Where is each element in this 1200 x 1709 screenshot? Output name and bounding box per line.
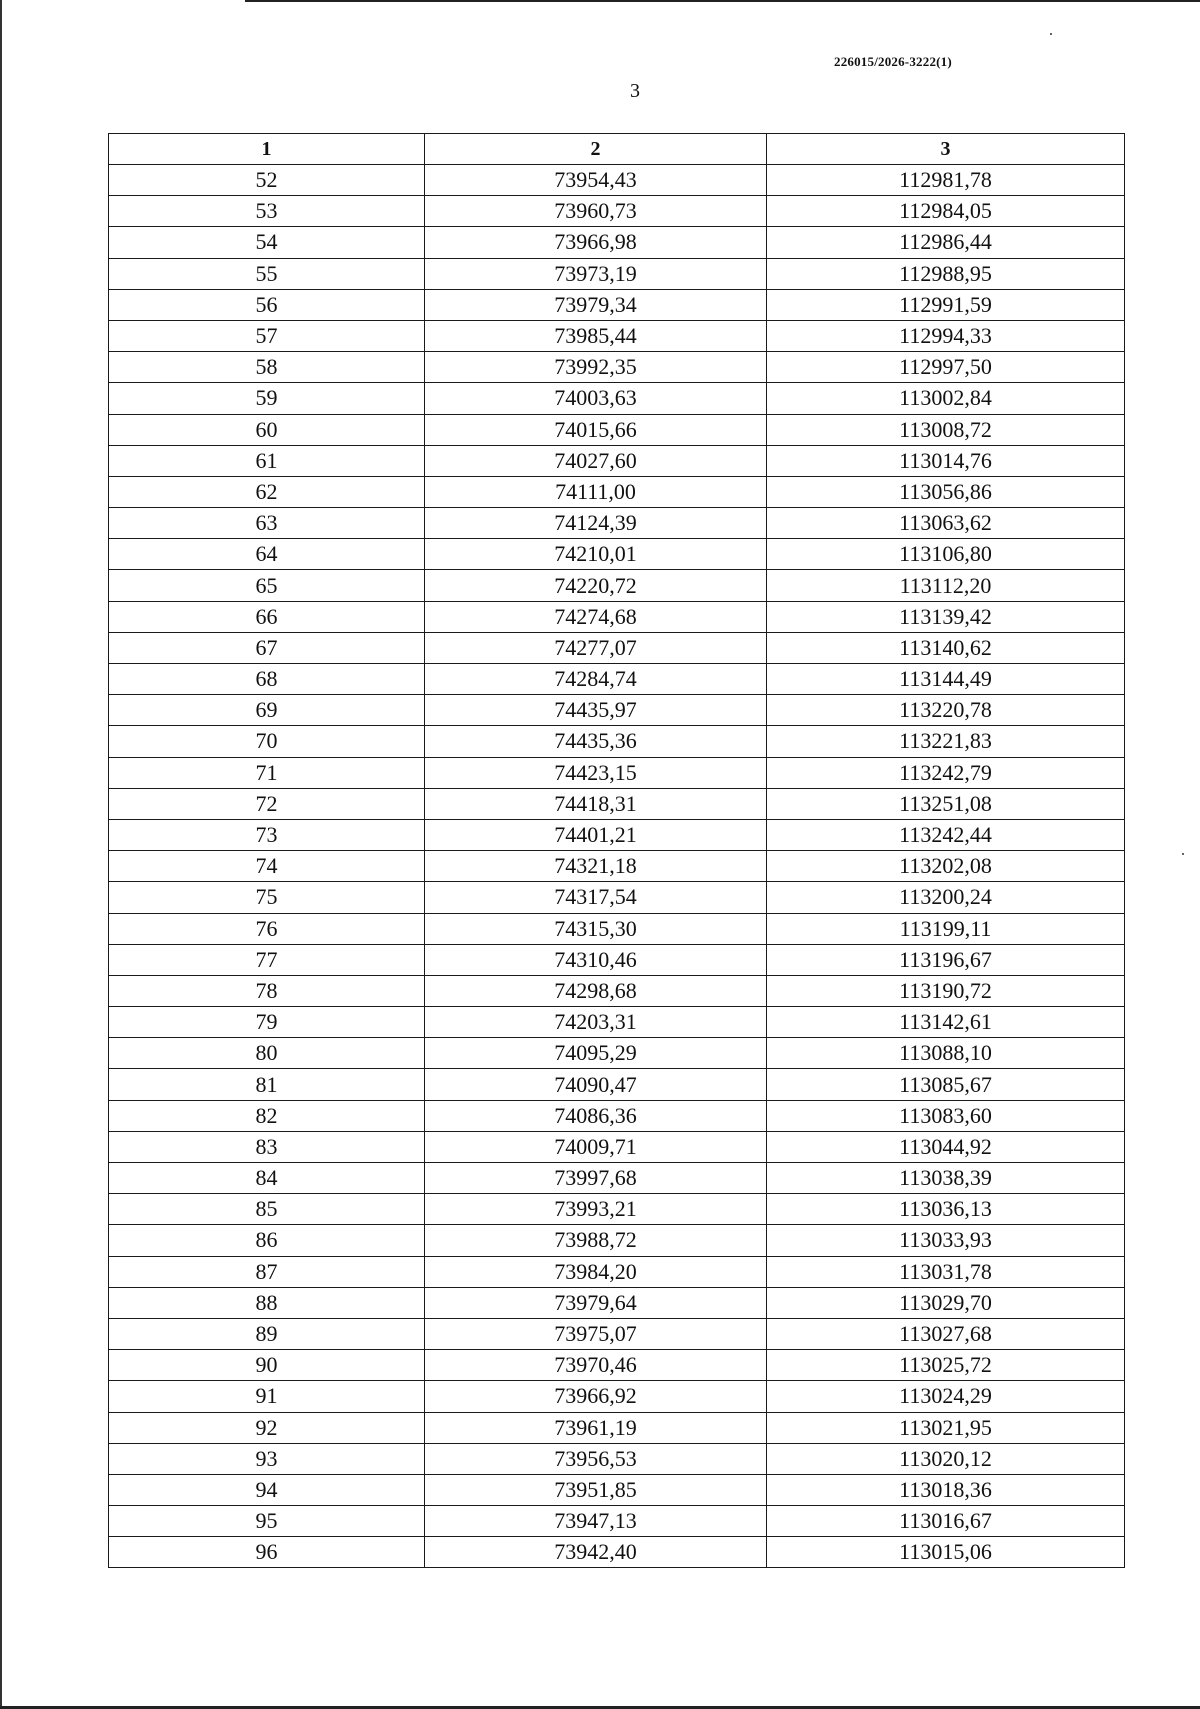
x-coordinate-cell: 73993,21: [425, 1194, 767, 1225]
x-coordinate-cell: 74111,00: [425, 476, 767, 507]
x-coordinate-cell: 73997,68: [425, 1163, 767, 1194]
table-row: [109, 476, 1125, 507]
x-coordinate-cell: 73942,40: [425, 1537, 767, 1568]
point-number-cell: 75: [109, 882, 425, 913]
x-coordinate-cell: 73973,19: [425, 258, 767, 289]
table-row: [109, 196, 1125, 227]
y-coordinate-cell: 113242,44: [767, 819, 1125, 850]
table-row: [109, 1038, 1125, 1069]
point-number-cell: 61: [109, 445, 425, 476]
column-header-1: 1: [109, 134, 425, 165]
point-number-cell: 80: [109, 1038, 425, 1069]
y-coordinate-cell: 113088,10: [767, 1038, 1125, 1069]
y-coordinate-cell: 113014,76: [767, 445, 1125, 476]
column-header-3: 3: [767, 134, 1125, 165]
y-coordinate-cell: 113196,67: [767, 944, 1125, 975]
point-number-cell: 53: [109, 196, 425, 227]
x-coordinate-cell: 74086,36: [425, 1100, 767, 1131]
y-coordinate-cell: 113242,79: [767, 757, 1125, 788]
y-coordinate-cell: 113038,39: [767, 1163, 1125, 1194]
scan-speck: [1050, 33, 1052, 35]
table-row: [109, 1381, 1125, 1412]
x-coordinate-cell: 73985,44: [425, 320, 767, 351]
x-coordinate-cell: 73960,73: [425, 196, 767, 227]
table-row: [109, 1474, 1125, 1505]
y-coordinate-cell: 113251,08: [767, 788, 1125, 819]
table-row: [109, 1350, 1125, 1381]
scan-edge-left: [0, 0, 2, 1709]
y-coordinate-cell: 113029,70: [767, 1287, 1125, 1318]
point-number-cell: 84: [109, 1163, 425, 1194]
point-number-cell: 57: [109, 320, 425, 351]
y-coordinate-cell: 112984,05: [767, 196, 1125, 227]
table-row: [109, 913, 1125, 944]
page-number: 3: [630, 80, 640, 102]
table-row: [109, 882, 1125, 913]
y-coordinate-cell: 113020,12: [767, 1443, 1125, 1474]
y-coordinate-cell: 113044,92: [767, 1131, 1125, 1162]
point-number-cell: 72: [109, 788, 425, 819]
table-row: [109, 289, 1125, 320]
x-coordinate-cell: 74310,46: [425, 944, 767, 975]
table-row: [109, 414, 1125, 445]
x-coordinate-cell: 74027,60: [425, 445, 767, 476]
point-number-cell: 64: [109, 539, 425, 570]
y-coordinate-cell: 113036,13: [767, 1194, 1125, 1225]
table-row: [109, 1163, 1125, 1194]
table-row: [109, 788, 1125, 819]
table-row: [109, 1443, 1125, 1474]
table-row: [109, 352, 1125, 383]
point-number-cell: 55: [109, 258, 425, 289]
point-number-cell: 69: [109, 695, 425, 726]
point-number-cell: 88: [109, 1287, 425, 1318]
table-row: [109, 258, 1125, 289]
header-row: [109, 134, 1125, 165]
x-coordinate-cell: 73956,53: [425, 1443, 767, 1474]
y-coordinate-cell: 113112,20: [767, 570, 1125, 601]
table-row: [109, 1100, 1125, 1131]
y-coordinate-cell: 113024,29: [767, 1381, 1125, 1412]
table-row: [109, 726, 1125, 757]
y-coordinate-cell: 113018,36: [767, 1474, 1125, 1505]
y-coordinate-cell: 113027,68: [767, 1318, 1125, 1349]
point-number-cell: 70: [109, 726, 425, 757]
x-coordinate-cell: 74298,68: [425, 975, 767, 1006]
document-reference: 226015/2026-3222(1): [834, 54, 952, 69]
y-coordinate-cell: 113106,80: [767, 539, 1125, 570]
point-number-cell: 79: [109, 1007, 425, 1038]
table-row: [109, 632, 1125, 663]
point-number-cell: 63: [109, 508, 425, 539]
point-number-cell: 87: [109, 1256, 425, 1287]
x-coordinate-cell: 74435,36: [425, 726, 767, 757]
y-coordinate-cell: 113085,67: [767, 1069, 1125, 1100]
x-coordinate-cell: 74435,97: [425, 695, 767, 726]
x-coordinate-cell: 73988,72: [425, 1225, 767, 1256]
x-coordinate-cell: 74095,29: [425, 1038, 767, 1069]
table-row: [109, 601, 1125, 632]
table-row: [109, 445, 1125, 476]
x-coordinate-cell: 73970,46: [425, 1350, 767, 1381]
point-number-cell: 86: [109, 1225, 425, 1256]
point-number-cell: 68: [109, 664, 425, 695]
x-coordinate-cell: 73979,64: [425, 1287, 767, 1318]
y-coordinate-cell: 113033,93: [767, 1225, 1125, 1256]
table-row: [109, 1537, 1125, 1568]
table-row: [109, 1194, 1125, 1225]
y-coordinate-cell: 113008,72: [767, 414, 1125, 445]
x-coordinate-cell: 73966,92: [425, 1381, 767, 1412]
y-coordinate-cell: 113202,08: [767, 851, 1125, 882]
table-row: [109, 1412, 1125, 1443]
table-body: [109, 165, 1125, 1568]
x-coordinate-cell: 73961,19: [425, 1412, 767, 1443]
scan-edge-top: [245, 0, 1200, 2]
table-row: [109, 695, 1125, 726]
point-number-cell: 90: [109, 1350, 425, 1381]
point-number-cell: 76: [109, 913, 425, 944]
x-coordinate-cell: 73975,07: [425, 1318, 767, 1349]
point-number-cell: 62: [109, 476, 425, 507]
point-number-cell: 91: [109, 1381, 425, 1412]
x-coordinate-cell: 74284,74: [425, 664, 767, 695]
y-coordinate-cell: 112986,44: [767, 227, 1125, 258]
x-coordinate-cell: 74418,31: [425, 788, 767, 819]
x-coordinate-cell: 74124,39: [425, 508, 767, 539]
table-row: [109, 1318, 1125, 1349]
y-coordinate-cell: 113031,78: [767, 1256, 1125, 1287]
x-coordinate-cell: 73947,13: [425, 1506, 767, 1537]
table-row: [109, 1506, 1125, 1537]
x-coordinate-cell: 74315,30: [425, 913, 767, 944]
y-coordinate-cell: 113015,06: [767, 1537, 1125, 1568]
scan-speck: [1182, 853, 1184, 855]
x-coordinate-cell: 73951,85: [425, 1474, 767, 1505]
x-coordinate-cell: 74321,18: [425, 851, 767, 882]
point-number-cell: 54: [109, 227, 425, 258]
point-number-cell: 95: [109, 1506, 425, 1537]
column-header-2: 2: [425, 134, 767, 165]
y-coordinate-cell: 113139,42: [767, 601, 1125, 632]
table-row: [109, 975, 1125, 1006]
table-row: [109, 944, 1125, 975]
y-coordinate-cell: 113063,62: [767, 508, 1125, 539]
point-number-cell: 71: [109, 757, 425, 788]
table-row: [109, 383, 1125, 414]
y-coordinate-cell: 113002,84: [767, 383, 1125, 414]
table-row: [109, 508, 1125, 539]
point-number-cell: 58: [109, 352, 425, 383]
table-row: [109, 851, 1125, 882]
point-number-cell: 59: [109, 383, 425, 414]
x-coordinate-cell: 74203,31: [425, 1007, 767, 1038]
point-number-cell: 82: [109, 1100, 425, 1131]
table-row: [109, 1225, 1125, 1256]
y-coordinate-cell: 113144,49: [767, 664, 1125, 695]
table-row: [109, 227, 1125, 258]
point-number-cell: 74: [109, 851, 425, 882]
y-coordinate-cell: 113140,62: [767, 632, 1125, 663]
point-number-cell: 65: [109, 570, 425, 601]
table-row: [109, 539, 1125, 570]
point-number-cell: 73: [109, 819, 425, 850]
y-coordinate-cell: 112988,95: [767, 258, 1125, 289]
y-coordinate-cell: 113199,11: [767, 913, 1125, 944]
table-row: [109, 165, 1125, 196]
table-row: [109, 1131, 1125, 1162]
x-coordinate-cell: 74317,54: [425, 882, 767, 913]
table-row: [109, 664, 1125, 695]
point-number-cell: 83: [109, 1131, 425, 1162]
point-number-cell: 52: [109, 165, 425, 196]
point-number-cell: 77: [109, 944, 425, 975]
x-coordinate-cell: 73954,43: [425, 165, 767, 196]
x-coordinate-cell: 74220,72: [425, 570, 767, 601]
point-number-cell: 56: [109, 289, 425, 320]
y-coordinate-cell: 113056,86: [767, 476, 1125, 507]
table-row: [109, 1287, 1125, 1318]
x-coordinate-cell: 73992,35: [425, 352, 767, 383]
point-number-cell: 94: [109, 1474, 425, 1505]
y-coordinate-cell: 112994,33: [767, 320, 1125, 351]
table-row: [109, 819, 1125, 850]
y-coordinate-cell: 113021,95: [767, 1412, 1125, 1443]
point-number-cell: 78: [109, 975, 425, 1006]
y-coordinate-cell: 113221,83: [767, 726, 1125, 757]
table-row: [109, 1256, 1125, 1287]
point-number-cell: 85: [109, 1194, 425, 1225]
y-coordinate-cell: 112981,78: [767, 165, 1125, 196]
point-number-cell: 96: [109, 1537, 425, 1568]
y-coordinate-cell: 113083,60: [767, 1100, 1125, 1131]
point-number-cell: 93: [109, 1443, 425, 1474]
y-coordinate-cell: 113190,72: [767, 975, 1125, 1006]
table-row: [109, 320, 1125, 351]
table-header: [109, 134, 1125, 165]
x-coordinate-cell: 73979,34: [425, 289, 767, 320]
x-coordinate-cell: 74401,21: [425, 819, 767, 850]
x-coordinate-cell: 74277,07: [425, 632, 767, 663]
point-number-cell: 60: [109, 414, 425, 445]
y-coordinate-cell: 112997,50: [767, 352, 1125, 383]
table-row: [109, 1069, 1125, 1100]
x-coordinate-cell: 74015,66: [425, 414, 767, 445]
point-number-cell: 89: [109, 1318, 425, 1349]
y-coordinate-cell: 113016,67: [767, 1506, 1125, 1537]
point-number-cell: 66: [109, 601, 425, 632]
x-coordinate-cell: 74210,01: [425, 539, 767, 570]
y-coordinate-cell: 113142,61: [767, 1007, 1125, 1038]
x-coordinate-cell: 74009,71: [425, 1131, 767, 1162]
x-coordinate-cell: 74423,15: [425, 757, 767, 788]
y-coordinate-cell: 113200,24: [767, 882, 1125, 913]
table-row: [109, 757, 1125, 788]
x-coordinate-cell: 74274,68: [425, 601, 767, 632]
table-row: [109, 570, 1125, 601]
y-coordinate-cell: 112991,59: [767, 289, 1125, 320]
x-coordinate-cell: 73984,20: [425, 1256, 767, 1287]
table-row: [109, 1007, 1125, 1038]
x-coordinate-cell: 74090,47: [425, 1069, 767, 1100]
x-coordinate-cell: 74003,63: [425, 383, 767, 414]
point-number-cell: 92: [109, 1412, 425, 1443]
coordinates-table: [108, 133, 1125, 1568]
point-number-cell: 67: [109, 632, 425, 663]
y-coordinate-cell: 113220,78: [767, 695, 1125, 726]
x-coordinate-cell: 73966,98: [425, 227, 767, 258]
point-number-cell: 81: [109, 1069, 425, 1100]
y-coordinate-cell: 113025,72: [767, 1350, 1125, 1381]
